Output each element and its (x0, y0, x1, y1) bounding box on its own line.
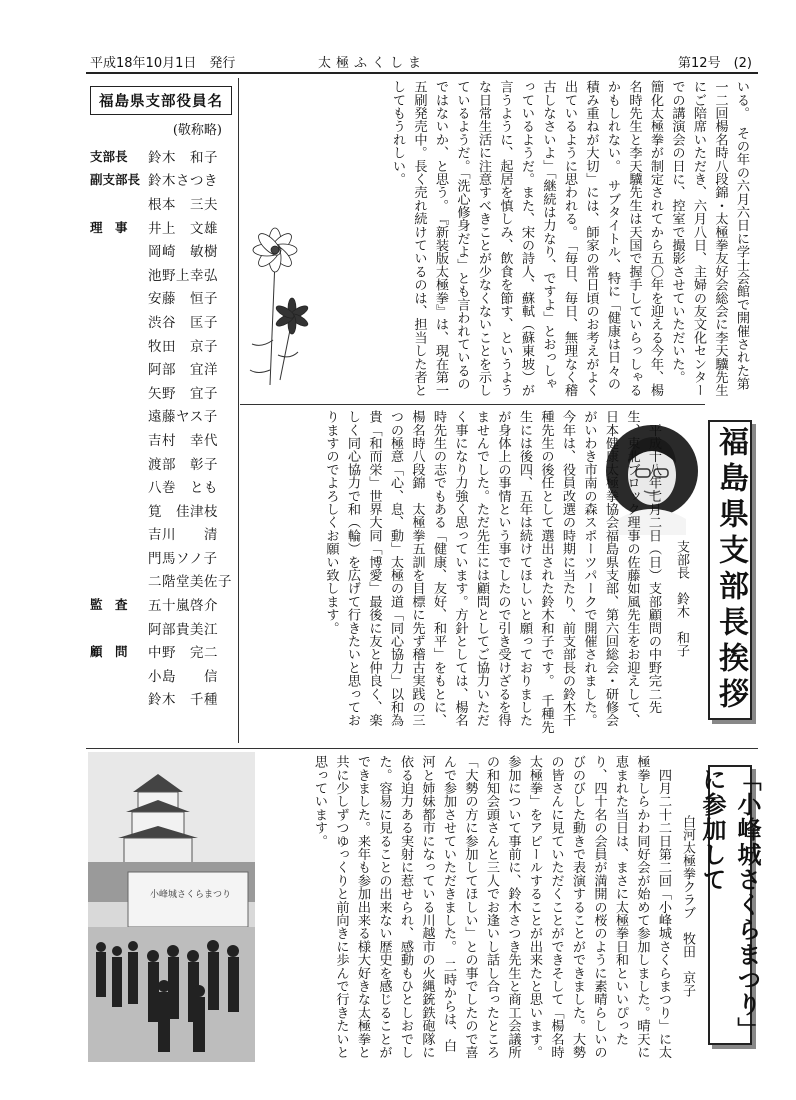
officer-row (86, 356, 236, 380)
officer-row (86, 663, 236, 687)
officer-row (86, 262, 236, 286)
officer-row (86, 286, 236, 310)
officer-role: 副支部長 (90, 172, 141, 188)
officer-row (86, 309, 236, 333)
top-article-text: いる。 その年の六月六日に学士会館で開催された第一二回楊名時八段錦・太極拳友好会総会に李天驥先生にご陪席いただき、六月八日、主婦の友文化センターでの講演会の日に、控室で撮影させていただいた。 簡化太極拳が制定されてから五〇年を迎える今年、楊名時先生と李天驥先生は天国で握手していらっしゃるかもしれない。 サブタイトル、特に「健康は日々の積み重ねが大切」には、師家の常日頃のお考えがよく出ているように思われる。 「毎日、毎日、無理なく稽古しなさいよ」「継続は力なり、ですよ」とおっしゃっているようだ。また、宋の詩人、蘇軾（蘇東坡）が言うように、起居を慎しみ、飲食を節す、というような日常生活に注意すべきことが少なくないことを示しているようだ。「洗心修身だよ」とも言われているのではないか、と思う。 『新装版太極拳』は、現在第一五刷発売中。長く売れ続けているのは、担当した者としてもうれしい。 (390, 80, 749, 397)
officer-name: 渋谷 匡子 (148, 314, 218, 331)
officer-name: 阿部 宜洋 (148, 362, 218, 379)
officer-row (86, 144, 236, 168)
officer-row (86, 333, 236, 357)
officers-rows (86, 144, 236, 710)
officer-name: 矢野 宜子 (148, 385, 218, 402)
officer-row (86, 168, 236, 192)
officer-name: 八巻 とも (148, 480, 218, 497)
officer-name: 鈴木 千種 (148, 692, 218, 709)
officer-name: 鈴木 和子 (148, 149, 218, 166)
sakura-text: 四月二十二日第二回「小峰城さくらまつり」に太極拳しらかわ同好会が始めて参加しました。晴天に恵まれた当日は、まさに太極拳日和といいぴったり、四十名の会員が満開の桜のように素晴らしいのびのびした動きで表演することができました。大勢の皆さんに見ていただくことができそして「楊名時太極拳」をアピールすることが出来たと思います。参加について事前に、鈴木さつき先生と商工会議所の和知会頭さんと三人でお逢いし話し合ったところ「大勢の方に参加してほしい」との事でしたので喜んで参加させていただきました。 二時からは、白河と姉妹都市になっている川越市の火縄銃鉄砲隊に依る迫力ある実射に惹せられ、感動もひとしおでした。容易に見ることの出来ない歴史を感じることができました。来年も参加出来る様大好きな太極拳と共に少しずつゆっくりと前向きに歩んで行きたいと思っています。 (312, 755, 671, 1059)
officer-name: 五十嵐啓介 (148, 598, 218, 615)
festival-photo (88, 752, 255, 1062)
officer-name: 遠藤ヤス子 (148, 409, 218, 426)
officer-name: 池野上幸弘 (148, 267, 218, 284)
officer-name: 井上 文雄 (148, 220, 218, 237)
officer-name: 岡崎 敏樹 (148, 244, 218, 261)
officer-row (86, 451, 236, 475)
officer-row (86, 474, 236, 498)
officer-row (86, 592, 236, 616)
greeting-author: 支部長 鈴木 和子 (674, 540, 689, 657)
officer-name: 阿部貴美江 (148, 621, 218, 638)
officer-role: 顧 問 (90, 644, 128, 660)
officer-name: 門馬ソノ子 (148, 550, 218, 567)
officer-row (86, 522, 236, 546)
officer-role: 支部長 (90, 148, 128, 164)
officers-honorific-note: (敬称略) (172, 123, 222, 138)
officer-name: 吉川 清 (148, 527, 218, 544)
greeting-banner: 福島県支部長挨拶 (708, 420, 752, 720)
section-divider-bottom (86, 748, 758, 749)
officer-name: 鈴木さつき (148, 173, 218, 190)
issue-date: 平成18年10月1日 発行 (90, 56, 236, 71)
officer-row (86, 569, 236, 593)
section-divider (240, 404, 705, 405)
issue-number: 第12号 (2) (678, 56, 752, 71)
newsletter-title: 太極ふくしま (318, 56, 427, 71)
officer-name: 二階堂美佐子 (148, 574, 232, 591)
page-header (86, 50, 758, 74)
officer-row (86, 639, 236, 663)
sakura-author: 白河太極拳クラブ 牧田 京子 (680, 815, 695, 997)
officer-row (86, 687, 236, 711)
officer-name: 吉村 幸代 (148, 432, 218, 449)
officer-row (86, 427, 236, 451)
officer-name: 筧 佳津枝 (148, 503, 218, 520)
officer-row (86, 498, 236, 522)
officers-list (86, 78, 236, 748)
officer-row (86, 238, 236, 262)
sakura-festival-banner: 「小峰城さくらまつり」に参加して (708, 765, 752, 1045)
officers-title: 福島県支部役員名 (90, 86, 232, 115)
officer-name: 牧田 京子 (148, 338, 218, 355)
officer-row (86, 404, 236, 428)
festival-signboard-text: 小峰城さくらまつり (150, 890, 232, 900)
officer-row (86, 191, 236, 215)
greeting-text: 平成十八年七月二日（日）支部顧問の中野完二先生、東北ブロック理事の佐藤如風先生をお迎えして、日本健康太極拳協会福島県支部、第六回総会・研修会がいわき市南の森スポーツパークで開催されました。今年は、役員改選の時期に当たり、前支部長の鈴木千種先生の後任として選出された鈴木和子です。 千種先生には後四、五年は続けてほしいと願っておりましたが身体上の事情という事でしたので引き受けざるを得ませんでした。ただ先生には顧問としてご協力いただく事になり力強く思っています。方針としては、楊名時先生の志でもある「健康、友好、和平」をもとに、楊名時八段錦 太極拳五訓を目標に先ず稽古実践の三つの極意「心、息、動」太極の道「同心協力」以和為貴「和而栄」世界大同「博愛」最後に友と仲良く、楽しく同心協力で和（輪）を広げて行きたいと思っておりますのでよろしくお願い致します。 (323, 410, 661, 734)
officer-name: 渡部 彰子 (148, 456, 218, 473)
officer-name: 根本 三夫 (148, 196, 218, 213)
officer-name: 中野 完二 (148, 645, 218, 662)
officer-row (86, 380, 236, 404)
officer-name: 安藤 恒子 (148, 291, 218, 308)
officer-row (86, 545, 236, 569)
officer-role: 理 事 (90, 219, 128, 235)
cosmos-flower-illustration (240, 220, 310, 390)
officer-name: 小島 信 (148, 668, 218, 685)
officer-row (86, 215, 236, 239)
officer-row (86, 616, 236, 640)
officer-role: 監 査 (90, 597, 128, 613)
